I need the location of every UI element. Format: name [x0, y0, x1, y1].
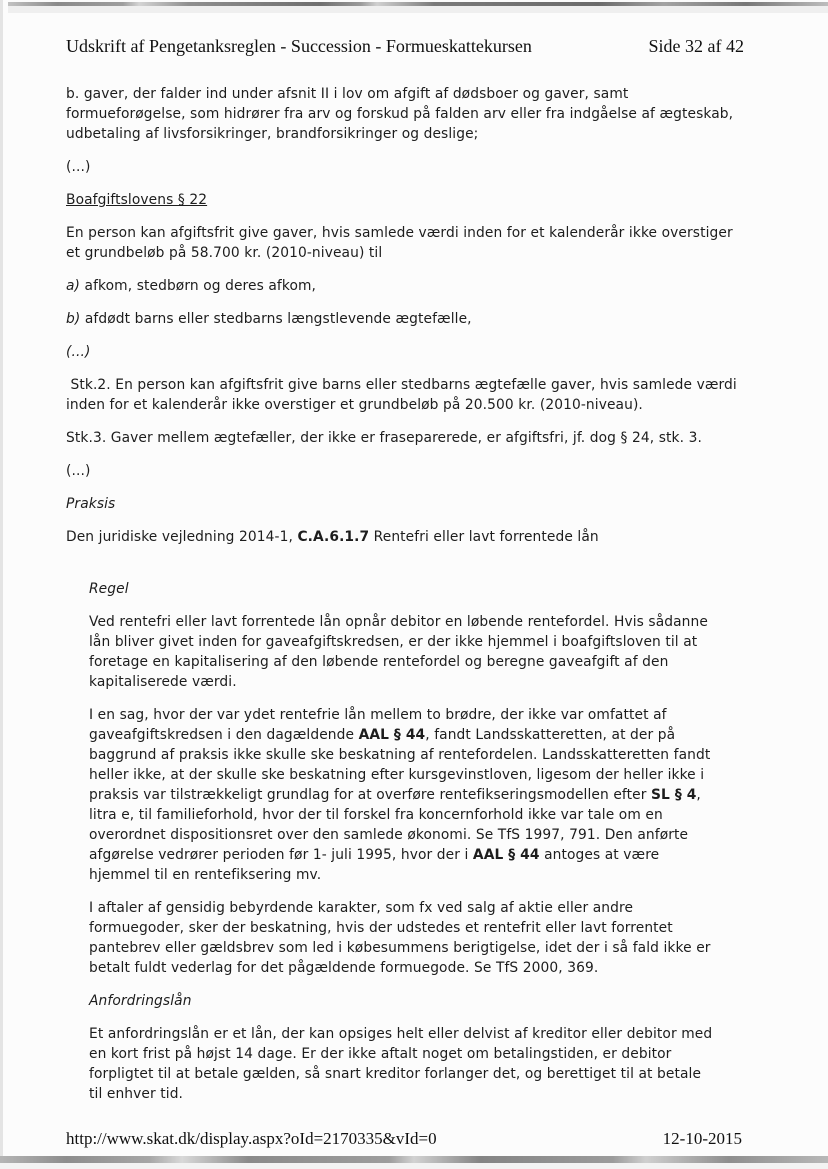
text-line	[66, 104, 800, 124]
text-segment: Den juridiske vejledning 2014-1,	[66, 529, 298, 545]
text-line	[89, 805, 800, 825]
text-segment: afgørelse vedrører perioden før 1- juli 1995, hvor der i	[89, 847, 473, 863]
text-segment: overordnet dispositionsret over den samlede økonomi. Se TfS 1997, 791. Den anførte	[89, 827, 689, 843]
text-line	[66, 461, 800, 481]
text-segment: antoges at være	[539, 847, 660, 863]
print-footer	[66, 1129, 742, 1149]
footer-date: 12-10-2015	[662, 1129, 742, 1148]
text-segment: en kort frist på højst 14 dage. Er der ikke aftalt noget om betalingstiden, er debitor	[89, 1046, 672, 1062]
text-segment: Et anfordringslån er et lån, der kan opsiges helt eller delvist af kreditor eller debitor med	[89, 1026, 713, 1042]
text-segment: Boafgiftslovens § 22	[66, 192, 208, 208]
text-segment: heller ikke, at der skulle ske beskatning efter kursgevinstloven, ligesom der heller ikke i	[89, 767, 705, 783]
text-line	[89, 825, 800, 845]
text-segment: (...)	[66, 159, 91, 175]
scan-artifact-top-fade	[8, 6, 828, 13]
text-line	[89, 918, 800, 938]
text-line	[89, 579, 800, 599]
text-line	[89, 652, 800, 672]
item-a	[66, 276, 800, 296]
text-line	[89, 672, 800, 692]
text-line	[89, 745, 800, 765]
text-segment: pantebrev eller gældsbrev som led i købesummens berigtigelse, idet der i så fald ikke er	[89, 940, 711, 956]
para-stk2	[66, 375, 800, 415]
text-line	[66, 124, 800, 144]
text-segment: b. gaver, der falder ind under afsnit II i lov om afgift af dødsboer og gaver, samt	[66, 86, 629, 102]
text-segment: ,	[696, 787, 701, 803]
text-segment: (...)	[66, 463, 91, 479]
scan-artifact-left-edge	[0, 0, 3, 1169]
page-indicator: Side 32 af 42	[648, 36, 744, 56]
text-line	[66, 342, 800, 362]
text-segment: betalt fuldt vederlag for det pågældende formuegode. Se TfS 2000, 369.	[89, 960, 599, 976]
text-segment: afkom, stedbørn og deres afkom,	[80, 278, 317, 294]
document-body	[66, 84, 800, 1117]
text-segment: En person kan afgiftsfrit give gaver, hvis samlede værdi inden for et kalenderår ikke overstiger	[66, 225, 733, 241]
text-segment: Rentefri eller lavt forrentede lån	[369, 529, 599, 545]
text-line	[89, 785, 800, 805]
text-segment: baggrund af praksis ikke skulle ske beskatning af rentefordelen. Landsskatteretten fandt	[89, 747, 711, 763]
label-regel	[89, 579, 800, 599]
ellipsis-3	[66, 461, 800, 481]
scan-artifact-bottom-band	[0, 1156, 828, 1163]
text-line	[66, 428, 800, 448]
text-segment: til enhver tid.	[89, 1086, 184, 1102]
text-segment: udbetaling af livsforsikringer, brandforsikringer og deslige;	[66, 126, 479, 142]
text-segment: foretage en kapitalisering af den løbende rentefordel og beregne gaveafgift af den	[89, 654, 669, 670]
text-segment: Anfordringslån	[89, 993, 192, 1009]
text-segment: et grundbeløb på 58.700 kr. (2010-niveau) til	[66, 245, 383, 261]
text-line	[89, 765, 800, 785]
text-segment: forpligtet til at betale gælden, så snart kreditor forlanger det, og berettiget til at betale	[89, 1066, 702, 1082]
text-line	[89, 845, 800, 865]
text-segment: Ved rentefri eller lavt forrentede lån opnår debitor en løbende rentefordel. Hvis sådanne	[89, 614, 708, 630]
text-line	[89, 991, 800, 1011]
text-line	[66, 276, 800, 296]
text-segment: b)	[66, 311, 81, 327]
para-et-anfordringslaan	[89, 1024, 800, 1104]
text-line	[89, 958, 800, 978]
print-header	[66, 36, 744, 57]
text-line	[66, 223, 800, 243]
text-line	[89, 1084, 800, 1104]
ellipsis-2	[66, 342, 800, 362]
text-segment: AAL § 44	[358, 727, 426, 743]
text-line	[89, 632, 800, 652]
text-line	[89, 705, 800, 725]
text-segment: hjemmel til en rentefiksering mv.	[89, 867, 322, 883]
text-segment: a)	[66, 278, 81, 294]
text-segment: AAL § 44	[472, 847, 540, 863]
text-line	[66, 527, 800, 547]
text-segment: Stk.3. Gaver mellem ægtefæller, der ikke er fraseparerede, er afgiftsfri, jf. dog § 24, stk. 3.	[66, 430, 702, 446]
text-segment: C.A.6.1.7	[297, 529, 370, 545]
para-en-person	[66, 223, 800, 263]
text-segment: inden for et kalenderår ikke overstiger et grundbeløb på 20.500 kr. (2010-niveau).	[66, 397, 643, 413]
text-line	[66, 309, 800, 329]
text-segment: formuegoder, sker der beskatning, hvis der udstedes et rentefrit eller lavt forrentet	[89, 920, 673, 936]
text-segment: SL § 4	[650, 787, 697, 803]
text-segment: lån bliver givet inden for gaveafgiftskredsen, er der ikke hjemmel i boafgiftsloven til at	[89, 634, 698, 650]
ellipsis-1	[66, 157, 800, 177]
text-line	[89, 1024, 800, 1044]
text-segment: I aftaler af gensidig bebyrdende karakter, som fx ved salg af aktie eller andre	[89, 900, 634, 916]
heading-boafgiftslovens-22	[66, 190, 800, 210]
text-line	[89, 865, 800, 885]
text-line	[66, 84, 800, 104]
text-segment: kapitaliserede værdi.	[89, 674, 237, 690]
para-gaver-b	[66, 84, 800, 144]
text-line	[89, 612, 800, 632]
text-segment: I en sag, hvor der var ydet rentefrie lån mellem to brødre, der ikke var omfattet af	[89, 707, 667, 723]
para-stk3	[66, 428, 800, 448]
scan-artifact-bottom-fade	[0, 1163, 828, 1169]
text-line	[66, 375, 800, 395]
footer-url: http://www.skat.dk/display.aspx?oId=2170335&vId=0	[66, 1129, 437, 1148]
text-segment: Stk.2. En person kan afgiftsfrit give barns eller stedbarns ægtefælle gaver, hvis samlede værdi	[66, 377, 737, 393]
text-segment: , fandt Landsskatteretten, at der på	[425, 727, 676, 743]
label-anfordringslaan	[89, 991, 800, 1011]
text-segment: afdødt barns eller stedbarns længstlevende ægtefælle,	[80, 311, 472, 327]
text-line	[66, 190, 800, 210]
text-line	[89, 725, 800, 745]
text-line	[66, 243, 800, 263]
text-segment: litra e, til familieforhold, hvor der til forskel fra koncernforhold ikke var tale om en	[89, 807, 663, 823]
text-segment: praksis var tilstrækkeligt grundlag for at overføre rentefikseringsmodellen efter	[89, 787, 651, 803]
item-b	[66, 309, 800, 329]
para-i-aftaler	[89, 898, 800, 978]
text-line	[89, 938, 800, 958]
text-segment: Praksis	[66, 496, 116, 512]
text-line	[89, 898, 800, 918]
text-line	[66, 494, 800, 514]
para-juridiske-vejledning	[66, 527, 800, 547]
para-i-en-sag	[89, 705, 800, 885]
text-line	[89, 1044, 800, 1064]
text-segment: gaveafgiftskredsen i den dagældende	[89, 727, 359, 743]
text-segment: Regel	[89, 581, 129, 597]
text-segment: (...)	[66, 344, 91, 360]
text-segment: formueforøgelse, som hidrører fra arv og forskud på falden arv eller fra indgåelse af ægteskab,	[66, 106, 734, 122]
text-line	[66, 157, 800, 177]
label-praksis	[66, 494, 800, 514]
para-ved-rentefri	[89, 612, 800, 692]
text-line	[89, 1064, 800, 1084]
header-title: Udskrift af Pengetanksreglen - Succession - Formueskattekursen	[66, 36, 532, 56]
text-line	[66, 395, 800, 415]
